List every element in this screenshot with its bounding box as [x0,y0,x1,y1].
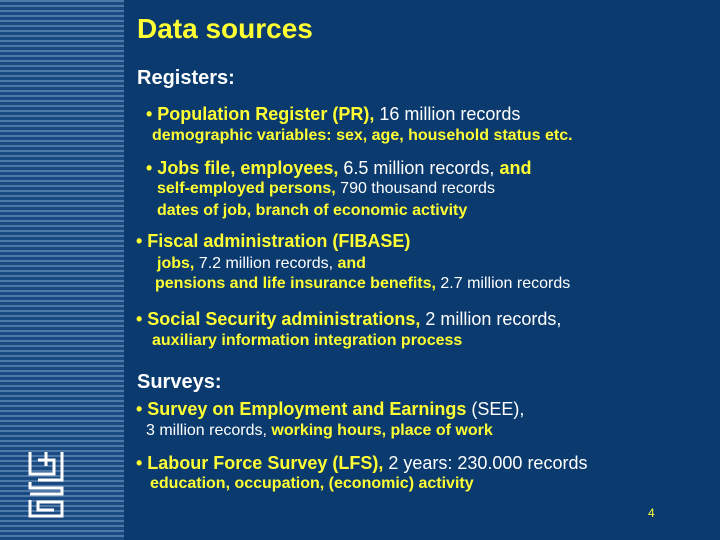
population-register-label: • Population Register (PR), [146,104,375,124]
social-security-label: • Social Security administrations, [136,309,421,329]
population-register-count: 16 million records [374,104,521,124]
surveys-heading: Surveys: [137,371,222,393]
fiscal-pensions-label: pensions and life insurance benefits, [155,275,436,292]
social-security-count: 2 million records, [420,309,562,329]
self-employed-line [157,180,495,198]
jobs-file-detail: dates of job, branch of economic activity [157,202,468,219]
see-survey-line [136,399,524,420]
fiscal-pensions-count: 2.7 million records [435,275,571,292]
fiscal-pensions-line [155,275,570,293]
page-number: 4 [648,506,655,520]
jobs-file-line [146,158,531,179]
slide-title: Data sources [137,13,313,44]
self-employed-count: 790 thousand records [335,180,495,197]
see-survey-label: • Survey on Employment and Earnings [136,399,467,419]
population-register-line [146,104,520,125]
social-security-line [136,309,561,330]
see-survey-detail [146,422,493,440]
jobs-file-count: 6.5 million records, [338,158,495,178]
self-employed-label: self-employed persons, [157,180,336,197]
population-register-detail: demographic variables: sex, age, household status etc. [152,127,573,144]
see-survey-abbrev: (SEE), [466,399,525,419]
lfs-survey-count: 2 years: 230.000 records [383,453,588,473]
cbs-logo-icon [24,448,68,525]
social-security-detail: auxiliary information integration process [152,332,463,349]
lfs-survey-line [136,453,587,474]
lfs-survey-label: • Labour Force Survey (LFS), [136,453,384,473]
lfs-survey-detail: education, occupation, (economic) activity [150,475,474,492]
see-survey-count: 3 million records, [146,422,267,439]
fiscal-jobs-and: and [333,255,366,272]
jobs-file-and: and [494,158,532,178]
jobs-file-label: • Jobs file, employees, [146,158,339,178]
fiscal-jobs-count: 7.2 million records, [194,255,334,272]
fiscal-jobs-line [157,255,366,273]
fiscal-administration-line: • Fiscal administration (FIBASE) [136,231,411,251]
see-survey-topics: working hours, place of work [266,422,493,439]
registers-heading: Registers: [137,67,235,89]
fiscal-jobs-label: jobs, [157,255,195,272]
